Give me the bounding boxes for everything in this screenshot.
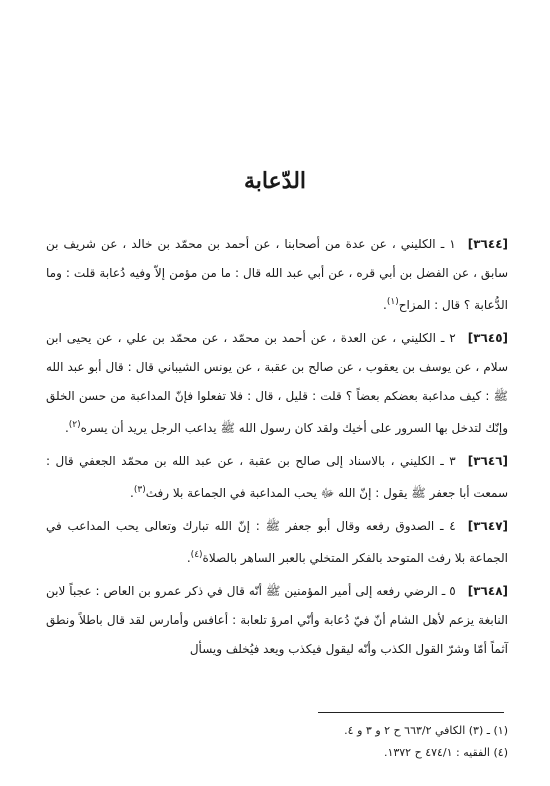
entry-3646: [٣٦٤٦]٣ ـ الكليني ، بالاسناد إلى صالح بن عقبة ، عن عبد الله بن محمّد الجعفي قال : سمعت أبا جعفر ﷺ يقول : إنّ الله ﷻ يحب المداعبة في الجماعة بلا رفث$^{(٣)}$. [46, 454, 508, 500]
entry-text: ٥ ـ الرضي رفعه إلى أمير المؤمنين ﷺ أنّه قال في ذكر عمرو بن العاص : عجباً لابن النابغة يزعم لأهل الشام أنّ فيّ دُعابة وأنّي امرؤ تلعابة : أعافس وأمارس لقد قال باطلاً ونطق آثماً أمّا وشرّ القول الكذب وأنّه ليقول فيكذب ويعد فيُخلف ويسأل [46, 584, 508, 656]
entry-text: ٣ ـ الكليني ، بالاسناد إلى صالح بن عقبة ، عن عبد الله بن محمّد الجعفي قال : سمعت أبا جعفر ﷺ يقول : إنّ الله ﷻ يحب المداعبة في الجماعة بلا رفث [46, 454, 508, 500]
footnote-divider [318, 712, 504, 713]
footnote-ref: (٢) [68, 420, 81, 430]
entry-number: [٣٦٤٤] [467, 237, 508, 251]
entry-text: ٢ ـ الكليني ، عن العدة ، عن أحمد بن محمّد ، عن محمّد بن علي ، عن يحيى ابن سلام ، عن يوسف بن يعقوب ، عن صالح بن عقبة ، عن يونس الشيباني قال : قال أبو عبد الله ﷺ : كيف مداعبة بعضكم بعضاً ؟ قلت : قليل ، قال : فلا تفعلوا فإنّ المداعبة من حسن الخلق وإنّك لتدخل بها السرور على أخيك ولقد كان رسول الله ﷺ يداعب الرجل يريد أن يسره [46, 331, 508, 435]
entry-3645: [٣٦٤٥]٢ ـ الكليني ، عن العدة ، عن أحمد بن محمّد ، عن محمّد بن علي ، عن يحيى ابن سلام ، عن يوسف بن يعقوب ، عن صالح بن عقبة ، عن يونس الشيباني قال : قال أبو عبد الله ﷺ : كيف مداعبة بعضكم بعضاً ؟ قلت : قليل ، قال : فلا تفعلوا فإنّ المداعبة من حسن الخلق وإنّك لتدخل بها السرور على أخيك ولقد كان رسول الله ﷺ يداعب الرجل يريد أن يسره$^{(٢)}$. [46, 331, 508, 435]
entry-number: [٣٦٤٦] [467, 454, 508, 468]
entry-number: [٣٦٤٨] [467, 584, 508, 598]
footnote-ref: (٣) [133, 485, 146, 495]
footnote-line: (١) ـ (٣) الكافي ٦٦٣/٢ ح ٢ و ٣ و ٤. [344, 724, 508, 737]
entries-body [46, 230, 508, 668]
entry-text: ٤ ـ الصدوق رفعه وقال أبو جعفر ﷺ : إنّ الله تبارك وتعالى يحب المداعب في الجماعة بلا رفث المتوحد بالفكر المتخلي بالعبر الساهر بالصلاة [46, 519, 508, 565]
entry-3648 [46, 577, 508, 664]
page-title: الدّعابة [243, 168, 307, 194]
entry-3644: [٣٦٤٤]١ ـ الكليني ، عن عدة من أصحابنا ، عن أحمد بن محمّد بن خالد ، عن شريف بن سابق ، عن الفضل بن أبي قره ، عن أبي عبد الله قال : ما من مؤمن إلاّ وفيه دُعابة قلت : وما الدُّعابة ؟ قال : المزاح$^{(١)}$. [46, 237, 508, 312]
footnote-line: (٤) الفقيه : ٤٧٤/١ ح ١٣٧٢. [383, 746, 508, 759]
entry-number: [٣٦٤٥] [467, 331, 508, 345]
footnotes [46, 720, 508, 764]
entry-3647: [٣٦٤٧]٤ ـ الصدوق رفعه وقال أبو جعفر ﷺ : إنّ الله تبارك وتعالى يحب المداعب في الجماعة بلا رفث المتوحد بالفكر المتخلي بالعبر الساهر بالصلاة$^{(٤)}$. [46, 519, 508, 565]
footnote-ref: (٤) [190, 550, 203, 560]
entry-text: ١ ـ الكليني ، عن عدة من أصحابنا ، عن أحمد بن محمّد بن خالد ، عن شريف بن سابق ، عن الفضل بن أبي قره ، عن أبي عبد الله قال : ما من مؤمن إلاّ وفيه دُعابة قلت : وما الدُّعابة ؟ قال : المزاح [46, 237, 508, 312]
entry-number: [٣٦٤٧] [467, 519, 508, 533]
footnote-ref: (١) [386, 297, 399, 307]
